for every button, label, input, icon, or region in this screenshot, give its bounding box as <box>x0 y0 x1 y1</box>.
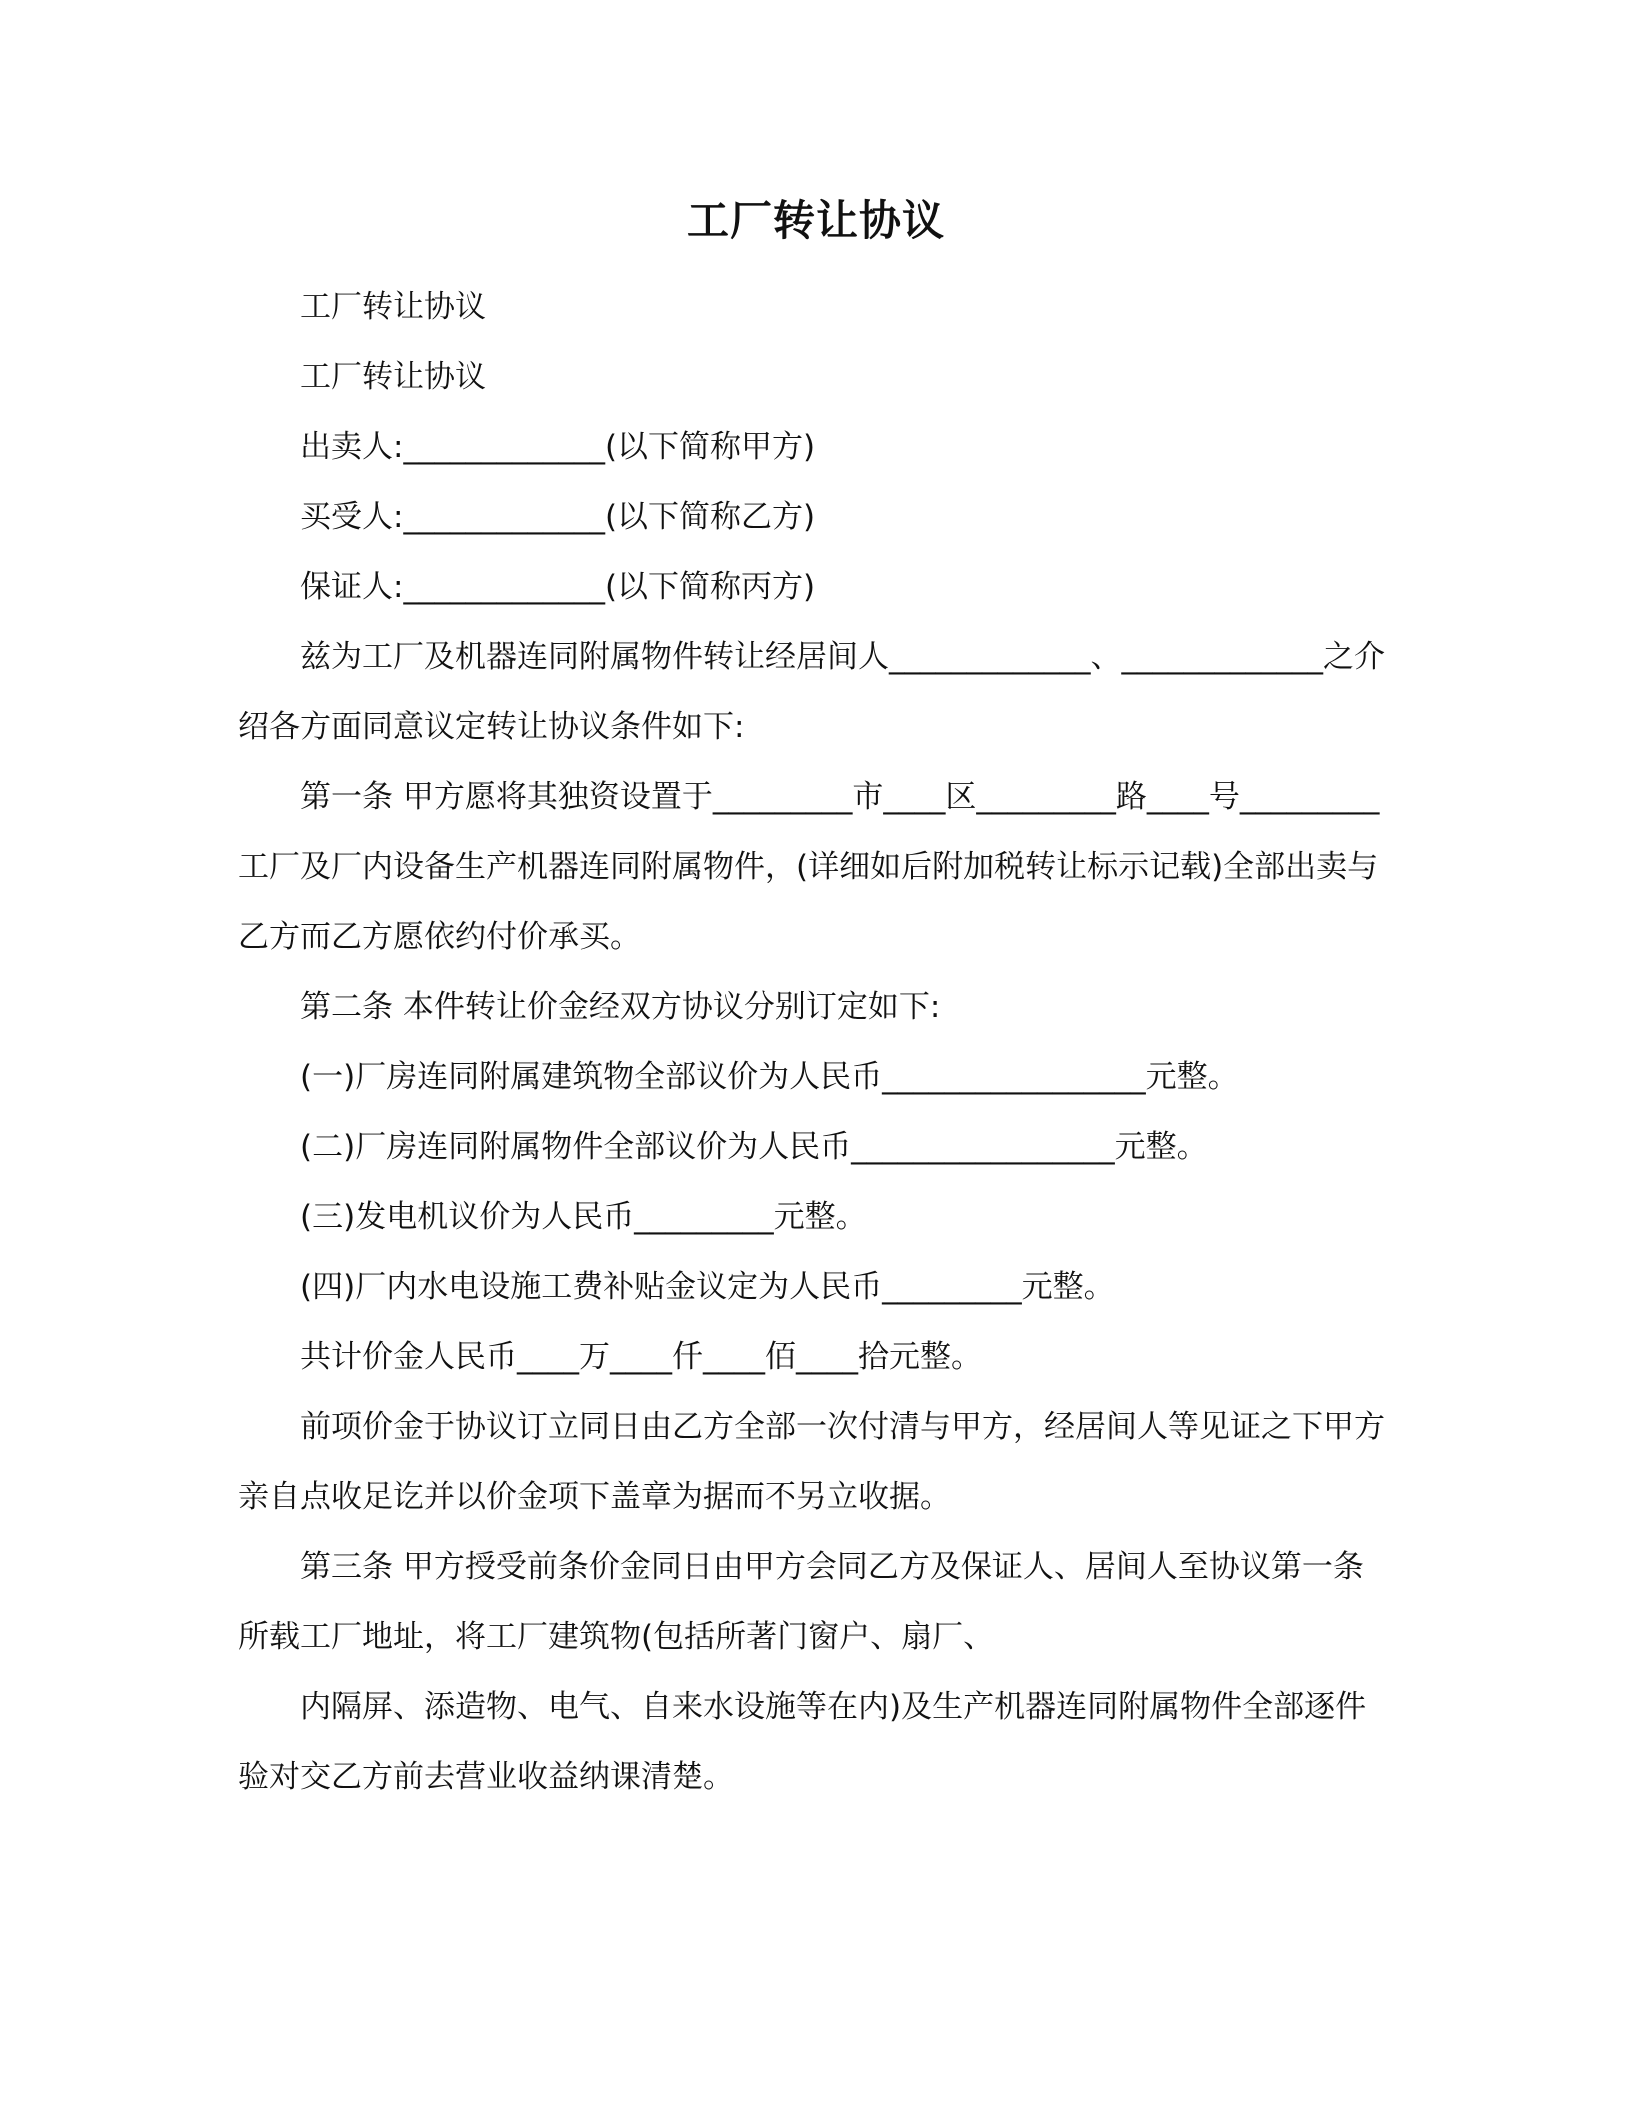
paragraph-intro: 兹为工厂及机器连同附属物件转让经居间人_____________、_____________之介绍各方面同意议定转让协议条件如下: <box>238 639 1385 745</box>
paragraph-payment: 前项价金于协议订立同日由乙方全部一次付清与甲方，经居间人等见证之下甲方亲自点收足讫并以价金项下盖章为据而不另立收据。 <box>238 1409 1385 1515</box>
paragraph-buyer: 买受人:_____________(以下简称乙方) <box>300 499 816 535</box>
paragraph-item-2: (二)厂房连同附属物件全部议价为人民币_________________元整。 <box>300 1129 1208 1165</box>
paragraph-item-4: (四)厂内水电设施工费补贴金议定为人民币_________元整。 <box>300 1269 1115 1305</box>
document-body <box>238 272 1388 1812</box>
paragraph-article-1: 第一条 甲方愿将其独资设置于_________市____区_________路____号_________工厂及厂内设备生产机器连同附属物件，(详细如后附加税转让标示记载)全部出卖与乙方而乙方愿依约付价承买。 <box>238 779 1380 955</box>
paragraph-total: 共计价金人民币____万____仟____佰____拾元整。 <box>300 1339 982 1375</box>
paragraph-item-3: (三)发电机议价为人民币_________元整。 <box>300 1199 867 1235</box>
paragraph-heading-2: 工厂转让协议 <box>300 359 486 395</box>
paragraph-item-1: (一)厂房连同附属建筑物全部议价为人民币_________________元整。 <box>300 1059 1239 1095</box>
paragraph-heading-1: 工厂转让协议 <box>300 289 486 325</box>
paragraph-guarantor: 保证人:_____________(以下简称丙方) <box>300 569 816 605</box>
paragraph-seller: 出卖人:_____________(以下简称甲方) <box>300 429 816 465</box>
paragraph-article-3: 第三条 甲方授受前条价金同日由甲方会同乙方及保证人、居间人至协议第一条所载工厂地址，将工厂建筑物(包括所著门窗户、扇厂、 <box>238 1549 1364 1655</box>
paragraph-article-2: 第二条 本件转让价金经双方协议分别订定如下: <box>300 989 941 1025</box>
paragraph-article-3-cont: 内隔屏、添造物、电气、自来水设施等在内)及生产机器连同附属物件全部逐件验对交乙方前去营业收益纳课清楚。 <box>238 1689 1367 1795</box>
document-title: 工厂转让协议 <box>686 196 945 245</box>
